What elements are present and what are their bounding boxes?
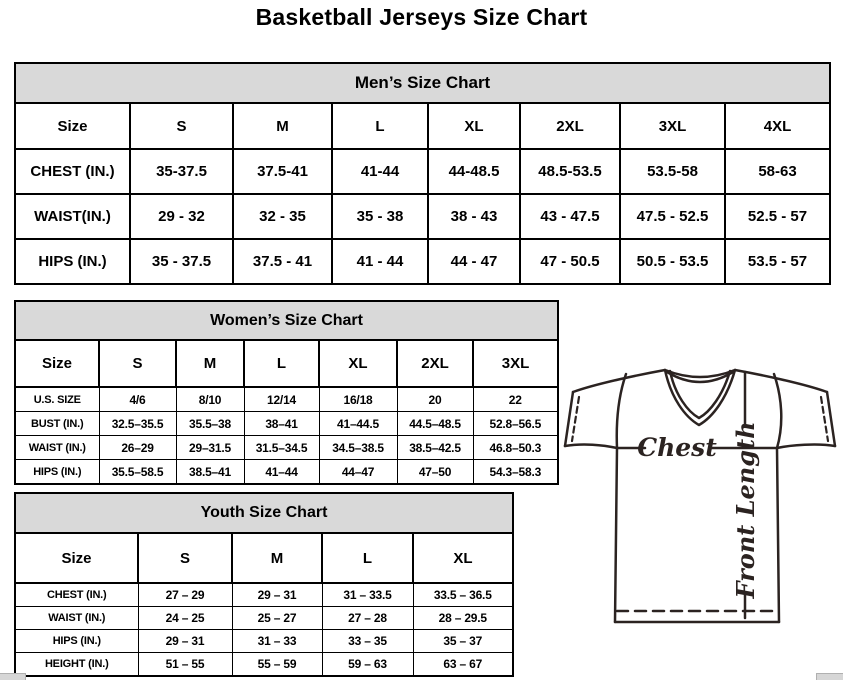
chart-title-row <box>15 63 830 103</box>
table-row <box>15 194 830 239</box>
size-value-cell: 32.5–35.5 <box>99 412 176 436</box>
womens-size-table <box>14 300 559 485</box>
column-header: S <box>99 340 176 387</box>
size-value-cell: 22 <box>473 387 558 412</box>
table-row <box>15 436 558 460</box>
table-row <box>15 412 558 436</box>
column-header: S <box>138 533 232 583</box>
youth-size-chart-section <box>14 492 512 677</box>
column-header: L <box>322 533 413 583</box>
size-value-cell: 44-48.5 <box>428 149 520 194</box>
column-header: 3XL <box>620 103 725 149</box>
size-value-cell: 47–50 <box>397 460 473 485</box>
right-cuff-bottom <box>777 445 835 448</box>
size-value-cell: 38–41 <box>244 412 319 436</box>
right-cuff-stitch-dashes <box>821 397 828 441</box>
size-value-cell: 29 – 31 <box>232 583 322 607</box>
size-value-cell: 27 – 28 <box>322 607 413 630</box>
size-value-cell: 44 - 47 <box>428 239 520 284</box>
mens-size-chart-section <box>14 62 829 285</box>
jersey-measurement-diagram <box>558 362 843 624</box>
size-value-cell: 35 - 37.5 <box>130 239 233 284</box>
size-value-cell: 52.8–56.5 <box>473 412 558 436</box>
page-title: Basketball Jerseys Size Chart <box>255 4 588 30</box>
size-value-cell: 47 - 50.5 <box>520 239 620 284</box>
size-value-cell: 26–29 <box>99 436 176 460</box>
size-value-cell: 31 – 33.5 <box>322 583 413 607</box>
table-row <box>15 653 513 677</box>
right-armhole-seam <box>774 374 781 448</box>
row-label: HIPS (IN.) <box>15 460 99 485</box>
mens-size-table <box>14 62 831 285</box>
size-value-cell: 63 – 67 <box>413 653 513 677</box>
column-header: M <box>232 533 322 583</box>
row-label: CHEST (IN.) <box>15 149 130 194</box>
womens-size-chart-section <box>14 300 557 485</box>
table-row <box>15 607 513 630</box>
size-value-cell: 43 - 47.5 <box>520 194 620 239</box>
size-value-cell: 38 - 43 <box>428 194 520 239</box>
size-value-cell: 35 – 37 <box>413 630 513 653</box>
column-header: 3XL <box>473 340 558 387</box>
row-label: BUST (IN.) <box>15 412 99 436</box>
size-value-cell: 33.5 – 36.5 <box>413 583 513 607</box>
row-label: HIPS (IN.) <box>15 239 130 284</box>
size-value-cell: 12/14 <box>244 387 319 412</box>
left-armhole-seam <box>617 374 626 448</box>
column-header: L <box>332 103 428 149</box>
size-value-cell: 44.5–48.5 <box>397 412 473 436</box>
size-value-cell: 34.5–38.5 <box>319 436 397 460</box>
size-value-cell: 50.5 - 53.5 <box>620 239 725 284</box>
body-left-edge <box>615 448 617 622</box>
size-value-cell: 29 – 31 <box>138 630 232 653</box>
column-header: 4XL <box>725 103 830 149</box>
row-label: WAIST (IN.) <box>15 436 99 460</box>
left-cuff-bottom <box>565 445 617 448</box>
youth-chart-title: Youth Size Chart <box>15 493 513 533</box>
mens-chart-title: Men’s Size Chart <box>15 63 830 103</box>
column-header-row <box>15 533 513 583</box>
column-header: Size <box>15 103 130 149</box>
left-shoulder-edge <box>573 370 665 392</box>
size-value-cell: 41 - 44 <box>332 239 428 284</box>
size-value-cell: 41–44.5 <box>319 412 397 436</box>
size-value-cell: 33 – 35 <box>322 630 413 653</box>
size-value-cell: 48.5-53.5 <box>520 149 620 194</box>
table-row <box>15 387 558 412</box>
size-value-cell: 25 – 27 <box>232 607 322 630</box>
column-header: M <box>233 103 332 149</box>
right-shoulder-edge <box>735 370 827 392</box>
size-value-cell: 38.5–41 <box>176 460 244 485</box>
size-value-cell: 47.5 - 52.5 <box>620 194 725 239</box>
column-header: XL <box>428 103 520 149</box>
size-value-cell: 24 – 25 <box>138 607 232 630</box>
size-value-cell: 51 – 55 <box>138 653 232 677</box>
size-value-cell: 37.5-41 <box>233 149 332 194</box>
chest-label: Chest <box>637 433 717 462</box>
front-length-label: Front Length <box>731 421 760 599</box>
column-header: Size <box>15 340 99 387</box>
size-value-cell: 28 – 29.5 <box>413 607 513 630</box>
womens-chart-title: Women’s Size Chart <box>15 301 558 340</box>
size-value-cell: 37.5 - 41 <box>233 239 332 284</box>
size-value-cell: 32 - 35 <box>233 194 332 239</box>
chart-title-row <box>15 493 513 533</box>
column-header-row <box>15 340 558 387</box>
column-header: XL <box>319 340 397 387</box>
row-label: WAIST(IN.) <box>15 194 130 239</box>
column-header-row <box>15 103 830 149</box>
body-right-edge <box>777 448 779 622</box>
size-value-cell: 31.5–34.5 <box>244 436 319 460</box>
size-value-cell: 4/6 <box>99 387 176 412</box>
size-value-cell: 53.5 - 57 <box>725 239 830 284</box>
row-label: HIPS (IN.) <box>15 630 138 653</box>
column-header: 2XL <box>397 340 473 387</box>
size-value-cell: 59 – 63 <box>322 653 413 677</box>
table-row <box>15 460 558 485</box>
youth-size-table <box>14 492 514 677</box>
size-value-cell: 53.5-58 <box>620 149 725 194</box>
size-value-cell: 58-63 <box>725 149 830 194</box>
column-header: XL <box>413 533 513 583</box>
size-value-cell: 31 – 33 <box>232 630 322 653</box>
size-value-cell: 16/18 <box>319 387 397 412</box>
size-value-cell: 35.5–58.5 <box>99 460 176 485</box>
size-value-cell: 29–31.5 <box>176 436 244 460</box>
size-value-cell: 35.5–38 <box>176 412 244 436</box>
column-header: Size <box>15 533 138 583</box>
table-row <box>15 630 513 653</box>
size-value-cell: 8/10 <box>176 387 244 412</box>
table-row <box>15 149 830 194</box>
column-header: M <box>176 340 244 387</box>
size-value-cell: 29 - 32 <box>130 194 233 239</box>
size-value-cell: 44–47 <box>319 460 397 485</box>
size-value-cell: 41–44 <box>244 460 319 485</box>
left-cuff-stitch-dashes <box>572 397 579 441</box>
row-label: HEIGHT (IN.) <box>15 653 138 677</box>
size-value-cell: 41-44 <box>332 149 428 194</box>
size-value-cell: 38.5–42.5 <box>397 436 473 460</box>
size-value-cell: 35 - 38 <box>332 194 428 239</box>
column-header: 2XL <box>520 103 620 149</box>
size-value-cell: 46.8–50.3 <box>473 436 558 460</box>
table-row <box>15 239 830 284</box>
size-value-cell: 27 – 29 <box>138 583 232 607</box>
size-value-cell: 52.5 - 57 <box>725 194 830 239</box>
table-row <box>15 583 513 607</box>
size-value-cell: 20 <box>397 387 473 412</box>
row-label: U.S. SIZE <box>15 387 99 412</box>
column-header: S <box>130 103 233 149</box>
chart-title-row <box>15 301 558 340</box>
size-value-cell: 55 – 59 <box>232 653 322 677</box>
size-value-cell: 54.3–58.3 <box>473 460 558 485</box>
column-header: L <box>244 340 319 387</box>
size-value-cell: 35-37.5 <box>130 149 233 194</box>
row-label: CHEST (IN.) <box>15 583 138 607</box>
row-label: WAIST (IN.) <box>15 607 138 630</box>
